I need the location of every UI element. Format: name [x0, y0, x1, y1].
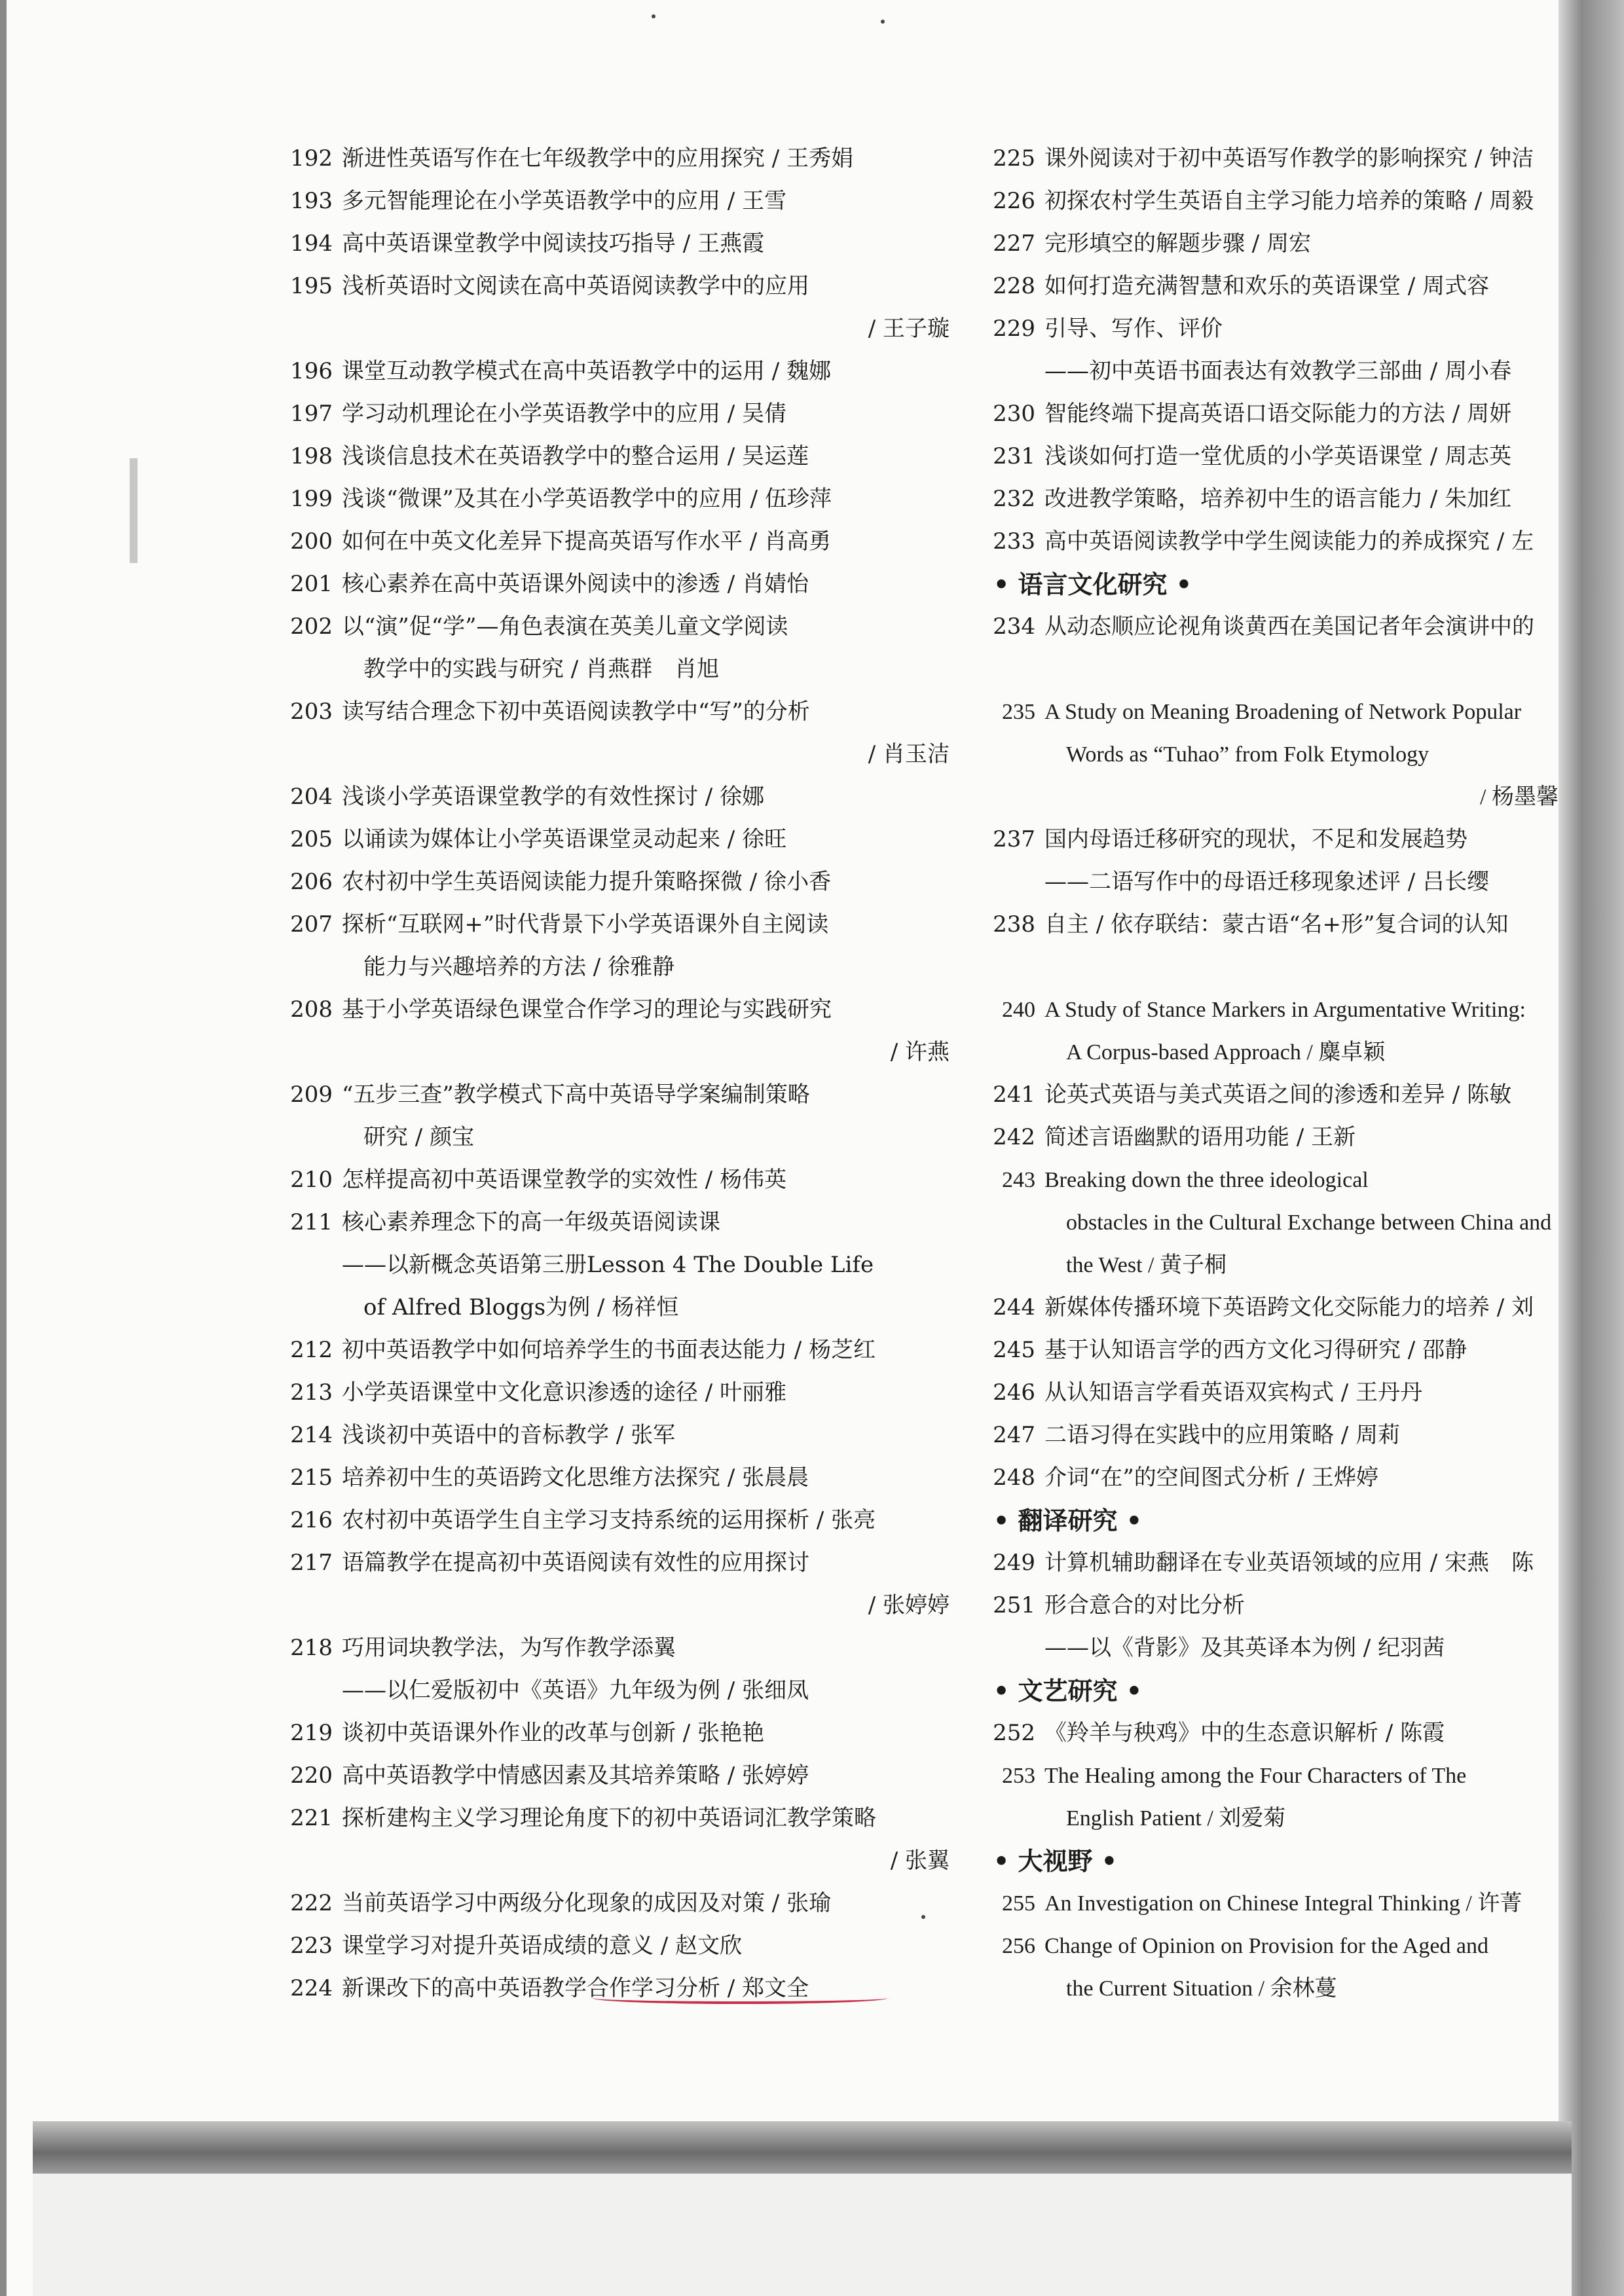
toc-entry	[282, 478, 963, 520]
entry-author: / 张婷婷	[868, 1592, 950, 1618]
entry-title: An Investigation on Chinese Integral Thinking / 许菁	[1044, 1891, 1522, 1916]
page-number: 216	[290, 1507, 333, 1533]
toc-entry	[984, 1542, 1572, 1584]
entry-title: 巧用词块教学法，为写作教学添翼	[342, 1635, 676, 1661]
entry-title: 形合意合的对比分析	[1044, 1592, 1245, 1618]
page-number: 196	[290, 358, 333, 384]
page-number: 199	[290, 486, 333, 512]
entry-title: 初中英语教学中如何培养学生的书面表达能力 / 杨芝红	[342, 1337, 876, 1363]
page-number: 215	[290, 1465, 333, 1491]
entry-title: 新课改下的高中英语教学合作学习分析 / 郑文全	[342, 1975, 809, 2001]
page-number: 224	[290, 1975, 333, 2001]
entry-title: 以诵读为媒体让小学英语课堂灵动起来 / 徐旺	[342, 826, 787, 852]
entry-continuation: Words as “Tuhao” from Folk Etymology	[1066, 742, 1430, 767]
page-number: 217	[290, 1550, 333, 1576]
entry-title: 浅谈“微课”及其在小学英语教学中的应用 / 伍珍萍	[342, 486, 832, 512]
entry-title: 核心素养在高中英语课外阅读中的渗透 / 肖婧怡	[342, 571, 809, 597]
page-number: 204	[290, 784, 333, 810]
page-number: 214	[290, 1422, 333, 1448]
toc-entry	[282, 435, 963, 478]
toc-entry	[984, 265, 1572, 308]
entry-title: 当前英语学习中两级分化现象的成因及对策 / 张瑜	[342, 1890, 832, 1916]
page-number: 238	[993, 911, 1035, 938]
entry-continuation: obstacles in the Cultural Exchange between China and	[1066, 1211, 1552, 1235]
page-number: 211	[290, 1209, 333, 1235]
toc-entry	[984, 137, 1572, 180]
entry-title: 核心素养理念下的高一年级英语阅读课	[342, 1209, 720, 1235]
toc-entry	[282, 393, 963, 435]
entry-title: 论英式英语与美式英语之间的渗透和差异 / 陈敏	[1044, 1082, 1512, 1108]
toc-entry	[984, 606, 1572, 648]
entry-title: 怎样提高初中英语课堂教学的实效性 / 杨伟英	[342, 1167, 787, 1193]
entry-author: / 张翼	[890, 1848, 950, 1874]
toc-entry	[282, 265, 963, 350]
toc-entry	[984, 520, 1572, 563]
entry-title: 课堂学习对提升英语成绩的意义 / 赵文欣	[342, 1933, 743, 1959]
entry-title: 学习动机理论在小学英语教学中的应用 / 吴倩	[342, 401, 787, 427]
page-number: 205	[290, 826, 333, 852]
page-number: 235	[1002, 700, 1035, 724]
toc-entry	[984, 1074, 1572, 1116]
page-number: 225	[993, 145, 1035, 172]
entry-title: 介词“在”的空间图式分析 / 王烨婷	[1044, 1465, 1378, 1491]
page-number: 223	[290, 1933, 333, 1959]
section-heading: • 语言文化研究 •	[993, 570, 1192, 599]
entry-title: 自主 / 依存联结：蒙古语“名+形”复合词的认知	[1044, 911, 1509, 938]
toc-entry	[282, 1542, 963, 1627]
entry-title: 渐进性英语写作在七年级教学中的应用探究 / 王秀娟	[342, 145, 854, 172]
entry-author: / 肖玉洁	[868, 741, 950, 767]
page-number: 222	[290, 1890, 333, 1916]
entry-continuation: English Patient / 刘爱菊	[1066, 1806, 1286, 1831]
toc-entry	[282, 1712, 963, 1755]
page-number: 219	[290, 1720, 333, 1746]
toc-entry	[282, 1797, 963, 1882]
entry-title: 语篇教学在提高初中英语阅读有效性的应用探讨	[342, 1550, 809, 1576]
entry-title: 二语习得在实践中的应用策略 / 周莉	[1044, 1422, 1401, 1448]
entry-continuation: of Alfred Bloggs为例 / 杨祥恒	[363, 1294, 679, 1321]
toc-entry	[282, 180, 963, 223]
toc-entry	[282, 1457, 963, 1499]
page-number: 209	[290, 1082, 333, 1108]
toc-entry	[282, 1882, 963, 1925]
entry-title: 以“演”促“学”—角色表演在英美儿童文学阅读	[342, 613, 788, 640]
entry-title: 探析“互联网+”时代背景下小学英语课外自主阅读	[342, 911, 829, 938]
page-number: 228	[993, 273, 1035, 299]
page-number: 245	[993, 1337, 1035, 1363]
toc-entry	[984, 1584, 1572, 1669]
toc-right-column	[984, 137, 1572, 2010]
page-number: 218	[290, 1635, 333, 1661]
entry-title: 新媒体传播环境下英语跨文化交际能力的培养 / 刘	[1044, 1294, 1534, 1321]
entry-title: 小学英语课堂中文化意识渗透的途径 / 叶丽雅	[342, 1379, 787, 1406]
entry-title: 浅析英语时文阅读在高中英语阅读教学中的应用	[342, 273, 809, 299]
page-number: 206	[290, 869, 333, 895]
entry-continuation: the West / 黄子桐	[1066, 1253, 1227, 1277]
toc-entry	[282, 1372, 963, 1414]
page-number: 232	[993, 486, 1035, 512]
toc-entry	[984, 1457, 1572, 1499]
entry-title: 浅谈初中英语中的音标教学 / 张军	[342, 1422, 676, 1448]
page-number: 253	[1002, 1764, 1035, 1788]
toc-entry	[282, 1499, 963, 1542]
toc-entry	[282, 1627, 963, 1712]
page-number: 200	[290, 528, 333, 555]
page-number: 212	[290, 1337, 333, 1363]
page-number: 233	[993, 528, 1035, 555]
entry-continuation: 教学中的实践与研究 / 肖燕群 肖旭	[363, 656, 720, 682]
entry-title: 基于认知语言学的西方文化习得研究 / 邵静	[1044, 1337, 1467, 1363]
entry-title: 农村初中英语学生自主学习支持系统的运用探析 / 张亮	[342, 1507, 876, 1533]
page-number: 244	[993, 1294, 1035, 1321]
blank-line	[984, 648, 1572, 691]
page-number: 210	[290, 1167, 333, 1193]
page-number: 226	[993, 188, 1035, 214]
page-number: 237	[993, 826, 1035, 852]
page-number: 251	[993, 1592, 1035, 1618]
entry-title: 国内母语迁移研究的现状，不足和发展趋势	[1044, 826, 1467, 852]
entry-title: 初探农村学生英语自主学习能力培养的策略 / 周毅	[1044, 188, 1534, 214]
toc-entry	[984, 1925, 1572, 2010]
entry-title: 课堂互动教学模式在高中英语教学中的运用 / 魏娜	[342, 358, 832, 384]
entry-title: 完形填空的解题步骤 / 周宏	[1044, 230, 1312, 257]
entry-title: 谈初中英语课外作业的改革与创新 / 张艳艳	[342, 1720, 765, 1746]
entry-title: 《羚羊与秧鸡》中的生态意识解析 / 陈霞	[1044, 1720, 1445, 1746]
toc-entry	[984, 1882, 1572, 1925]
scan-speck	[652, 14, 655, 18]
entry-title: 基于小学英语绿色课堂合作学习的理论与实践研究	[342, 996, 832, 1023]
entry-title: 多元智能理论在小学英语教学中的应用 / 王雪	[342, 188, 787, 214]
entry-continuation: ——二语写作中的母语迁移现象述评 / 吕长缨	[1044, 869, 1490, 895]
page-number: 227	[993, 230, 1035, 257]
toc-entry	[282, 1201, 963, 1329]
page-number: 193	[290, 188, 333, 214]
toc-entry	[282, 1159, 963, 1201]
page-number: 242	[993, 1124, 1035, 1150]
toc-entry	[282, 818, 963, 861]
page-number: 202	[290, 613, 333, 640]
page-number: 230	[993, 401, 1035, 427]
toc-entry	[282, 1755, 963, 1797]
toc-entry	[984, 223, 1572, 265]
toc-entry	[282, 520, 963, 563]
toc-entry	[282, 691, 963, 776]
entry-continuation: ——以《背影》及其英译本为例 / 纪羽茜	[1044, 1635, 1445, 1661]
entry-continuation: A Corpus-based Approach / 麋卓颖	[1066, 1040, 1386, 1065]
toc-entry	[984, 435, 1572, 478]
toc-entry	[282, 776, 963, 818]
entry-continuation: the Current Situation / 余林蔓	[1066, 1977, 1337, 2001]
page-number: 246	[993, 1379, 1035, 1406]
entry-continuation: ——初中英语书面表达有效教学三部曲 / 周小春	[1044, 358, 1512, 384]
toc-entry	[984, 1712, 1572, 1755]
entry-title: The Healing among the Four Characters of The	[1044, 1764, 1467, 1788]
toc-entry	[282, 137, 963, 180]
toc-entry	[984, 1372, 1572, 1414]
entry-title: Breaking down the three ideological	[1044, 1168, 1369, 1192]
page-number: 248	[993, 1465, 1035, 1491]
entry-title: 从动态顺应论视角谈黄西在美国记者年会演讲中的	[1044, 613, 1534, 640]
entry-title: 高中英语教学中情感因素及其培养策略 / 张婷婷	[342, 1762, 809, 1789]
entry-author: / 王子璇	[868, 316, 950, 342]
entry-title: Change of Opinion on Provision for the Aged and	[1044, 1934, 1489, 1958]
entry-title: 改进教学策略，培养初中生的语言能力 / 朱加红	[1044, 486, 1512, 512]
scan-mark	[130, 458, 138, 563]
page-number: 201	[290, 571, 333, 597]
toc-entry	[282, 1329, 963, 1372]
toc-entry	[984, 989, 1572, 1074]
scan-margin-bottom	[33, 2174, 1572, 2296]
page-number: 197	[290, 401, 333, 427]
toc-entry	[282, 350, 963, 393]
page-number: 255	[1002, 1891, 1035, 1916]
page-number: 240	[1002, 998, 1035, 1022]
entry-title: 读写结合理念下初中英语阅读教学中“写”的分析	[342, 699, 810, 725]
section-heading: • 翻译研究 •	[993, 1506, 1143, 1535]
toc-entry	[984, 478, 1572, 520]
page-number: 249	[993, 1550, 1035, 1576]
entry-title: 探析建构主义学习理论角度下的初中英语词汇教学策略	[342, 1805, 876, 1831]
page-number: 247	[993, 1422, 1035, 1448]
toc-entry	[984, 1755, 1572, 1840]
entry-title: 引导、写作、评价	[1044, 316, 1223, 342]
page-number: 252	[993, 1720, 1035, 1746]
scan-edge-left	[0, 0, 7, 2296]
toc-entry	[984, 1286, 1572, 1329]
toc-entry	[282, 903, 963, 989]
toc-entry	[282, 1925, 963, 1967]
page-number: 229	[993, 316, 1035, 342]
entry-title: A Study on Meaning Broadening of Network Popular	[1044, 700, 1522, 724]
toc-entry	[984, 308, 1572, 393]
toc-entry	[984, 1159, 1572, 1286]
section-heading: • 文艺研究 •	[993, 1676, 1143, 1705]
section-heading: • 大视野 •	[993, 1846, 1118, 1876]
toc-entry	[282, 223, 963, 265]
handwritten-underline	[593, 1992, 887, 2004]
entry-title: 计算机辅助翻译在专业英语领域的应用 / 宋燕 陈	[1044, 1550, 1534, 1576]
toc-left-column	[282, 137, 963, 2010]
entry-author: / 许燕	[890, 1039, 950, 1065]
toc-entry	[282, 1967, 963, 2010]
page-number: 234	[993, 613, 1035, 640]
page-number: 231	[993, 443, 1035, 469]
entry-title: 简述言语幽默的语用功能 / 王新	[1044, 1124, 1356, 1150]
page-number: 243	[1002, 1168, 1035, 1192]
toc-entry	[282, 861, 963, 903]
page-number: 195	[290, 273, 333, 299]
toc-entry	[282, 989, 963, 1074]
page-number: 213	[290, 1379, 333, 1406]
blank-line	[984, 946, 1572, 989]
toc-entry	[282, 563, 963, 606]
toc-entry	[984, 903, 1572, 946]
toc-entry	[282, 1074, 963, 1159]
page-number: 198	[290, 443, 333, 469]
toc-entry	[984, 818, 1572, 903]
page-number: 208	[290, 996, 333, 1023]
entry-continuation: 研究 / 颜宝	[363, 1124, 475, 1150]
entry-continuation: ——以新概念英语第三册Lesson 4 The Double Life	[342, 1252, 874, 1278]
toc-entry	[984, 691, 1572, 818]
entry-author: / 杨墨馨	[1480, 785, 1559, 809]
page-number: 203	[290, 699, 333, 725]
toc-entry	[984, 1116, 1572, 1159]
toc-entry	[984, 1414, 1572, 1457]
entry-title: 浅谈信息技术在英语教学中的整合运用 / 吴运莲	[342, 443, 809, 469]
entry-title: 智能终端下提高英语口语交际能力的方法 / 周妍	[1044, 401, 1512, 427]
entry-title: 高中英语课堂教学中阅读技巧指导 / 王燕霞	[342, 230, 765, 257]
page-number: 207	[290, 911, 333, 938]
toc-entry	[984, 1329, 1572, 1372]
page-number: 221	[290, 1805, 333, 1831]
toc-entry	[984, 393, 1572, 435]
entry-title: 如何打造充满智慧和欢乐的英语课堂 / 周式容	[1044, 273, 1490, 299]
scan-speck	[881, 20, 885, 24]
entry-title: 浅谈小学英语课堂教学的有效性探讨 / 徐娜	[342, 784, 765, 810]
entry-title: 从认知语言学看英语双宾构式 / 王丹丹	[1044, 1379, 1423, 1406]
entry-title: “五步三查”教学模式下高中英语导学案编制策略	[342, 1082, 810, 1108]
toc-entry	[282, 1414, 963, 1457]
page-number: 256	[1002, 1934, 1035, 1958]
page-number: 220	[290, 1762, 333, 1789]
page-number: 241	[993, 1082, 1035, 1108]
entry-title: 浅谈如何打造一堂优质的小学英语课堂 / 周志英	[1044, 443, 1512, 469]
entry-continuation: ——以仁爱版初中《英语》九年级为例 / 张细凤	[342, 1677, 809, 1704]
page-number: 194	[290, 230, 333, 257]
entry-title: 农村初中学生英语阅读能力提升策略探微 / 徐小香	[342, 869, 832, 895]
entry-continuation: 能力与兴趣培养的方法 / 徐雅静	[363, 954, 675, 980]
entry-title: 课外阅读对于初中英语写作教学的影响探究 / 钟洁	[1044, 145, 1534, 172]
toc-entry	[282, 606, 963, 691]
entry-title: 如何在中英文化差异下提高英语写作水平 / 肖高勇	[342, 528, 832, 555]
toc-entry	[984, 180, 1572, 223]
entry-title: 培养初中生的英语跨文化思维方法探究 / 张晨晨	[342, 1465, 809, 1491]
entry-title: 高中英语阅读教学中学生阅读能力的养成探究 / 左	[1044, 528, 1534, 555]
page-number: 192	[290, 145, 333, 172]
entry-title: A Study of Stance Markers in Argumentative Writing:	[1044, 998, 1526, 1022]
scan-shadow-bottom	[33, 2121, 1572, 2174]
